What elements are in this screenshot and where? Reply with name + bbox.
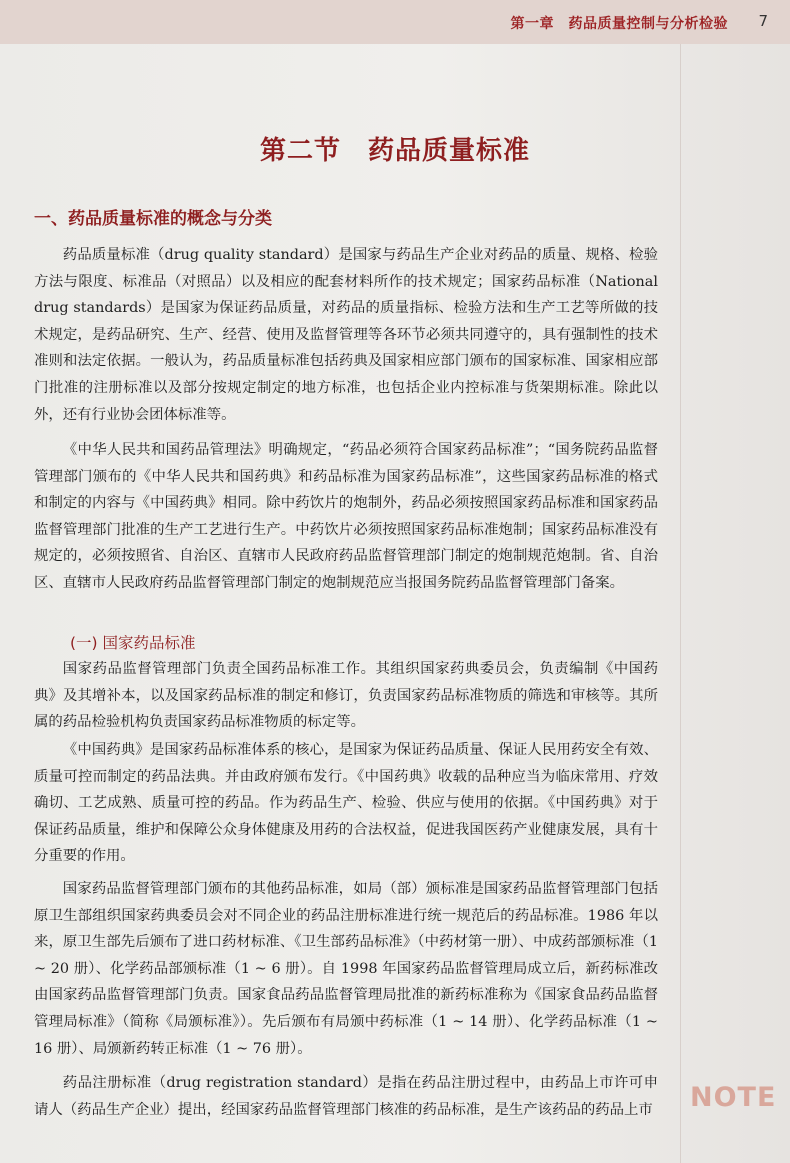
page-number: 7 bbox=[758, 12, 768, 30]
paragraph-1: 药品质量标准（drug quality standard）是国家与药品生产企业对药品的质量、规格、检验方法与限度、标准品（对照品）以及相应的配套材料所作的技术规定；国家药品标准（National drug standards）是国家为保证药品质量，对药品的质量指标、检验方法和生产工艺等所做的技术规定，是药品研究、生产、经营、使用及监督管理等各环节必须共同遵守的，具有强制性的技术准则和法定依据。一般认为，药品质量标准包括药典及国家相应部门颁布的国家标准、国家相应部门批准的注册标准以及部分按规定制定的地方标准，也包括企业内控标准与货架期标准。除此以外，还有行业协会团体标准等。 bbox=[34, 247, 658, 423]
running-header bbox=[0, 0, 790, 44]
heading-concept-classification: 一、药品质量标准的概念与分类 bbox=[34, 209, 272, 229]
paragraph-2: 《中华人民共和国药品管理法》明确规定，“药品必须符合国家药品标准”；“国务院药品监督管理部门颁布的《中华人民共和国药典》和药品标准为国家药品标准”，这些国家药品标准的格式和制定的内容与《中国药典》相同。除中药饮片的炮制外，药品必须按照国家药品标准和国家药品监督管理部门批准的生产工艺进行生产。中药饮片必须按照国家药品标准炮制；国家药品标准没有规定的，必须按照省、自治区、直辖市人民政府药品监督管理部门制定的炮制规范炮制。省、自治区、直辖市人民政府药品监督管理部门制定的炮制规范应当报国务院药品监督管理部门备案。 bbox=[34, 442, 658, 591]
paragraph-6: 药品注册标准（drug registration standard）是指在药品注册过程中，由药品上市许可申请人（药品生产企业）提出，经国家药品监督管理部门核准的药品标准，是生产该药品的药品上市 bbox=[34, 1075, 658, 1118]
heading-national-standard: (一) 国家药品标准 bbox=[70, 634, 196, 652]
note-label: NOTE bbox=[690, 1082, 777, 1113]
paragraph-4: 《中国药典》是国家药品标准体系的核心，是国家为保证药品质量、保证人民用药安全有效、质量可控而制定的药品法典。并由政府颁布发行。《中国药典》收载的品种应当为临床常用、疗效确切、工艺成熟、质量可控的药品。作为药品生产、检验、供应与使用的依据。《中国药典》对于保证药品质量，维护和保障公众身体健康及用药的合法权益，促进我国医药产业健康发展，具有十分重要的作用。 bbox=[34, 742, 658, 865]
chapter-title: 第一章 药品质量控制与分析检验 bbox=[510, 16, 728, 32]
paragraph-5: 国家药品监督管理部门颁布的其他药品标准，如局（部）颁标准是国家药品监督管理部门包括原卫生部组织国家药典委员会对不同企业的药品注册标准进行统一规范后的药品标准。1986 年以来，原卫生部先后颁布了进口药材标准、《卫生部药品标准》（中药材第一册）、中成药部颁标准（1 ~ 20 册）、化学药品部颁标准（1 ~ 6 册）。自 1998 年国家药品监督管理局成立后，新药标准改由国家药品监督管理部门负责。国家食品药品监督管理局批准的新药标准称为《国家食品药品监督管理局标准》（简称《局颁标准》）。先后颁布有局颁中药标准（1 ~ 14 册）、化学药品标准（1 ~ 16 册）、局颁新药转正标准（1 ~ 76 册）。 bbox=[34, 881, 658, 1057]
margin-divider bbox=[680, 44, 681, 1163]
paragraph-3: 国家药品监督管理部门负责全国药品标准工作。其组织国家药典委员会，负责编制《中国药典》及其增补本，以及国家药品标准的制定和修订，负责国家药品标准物质的筛选和审核等。其所属的药品检验机构负责国家药品标准物质的标定等。 bbox=[34, 661, 658, 731]
section-title: 第二节 药品质量标准 bbox=[259, 136, 530, 166]
